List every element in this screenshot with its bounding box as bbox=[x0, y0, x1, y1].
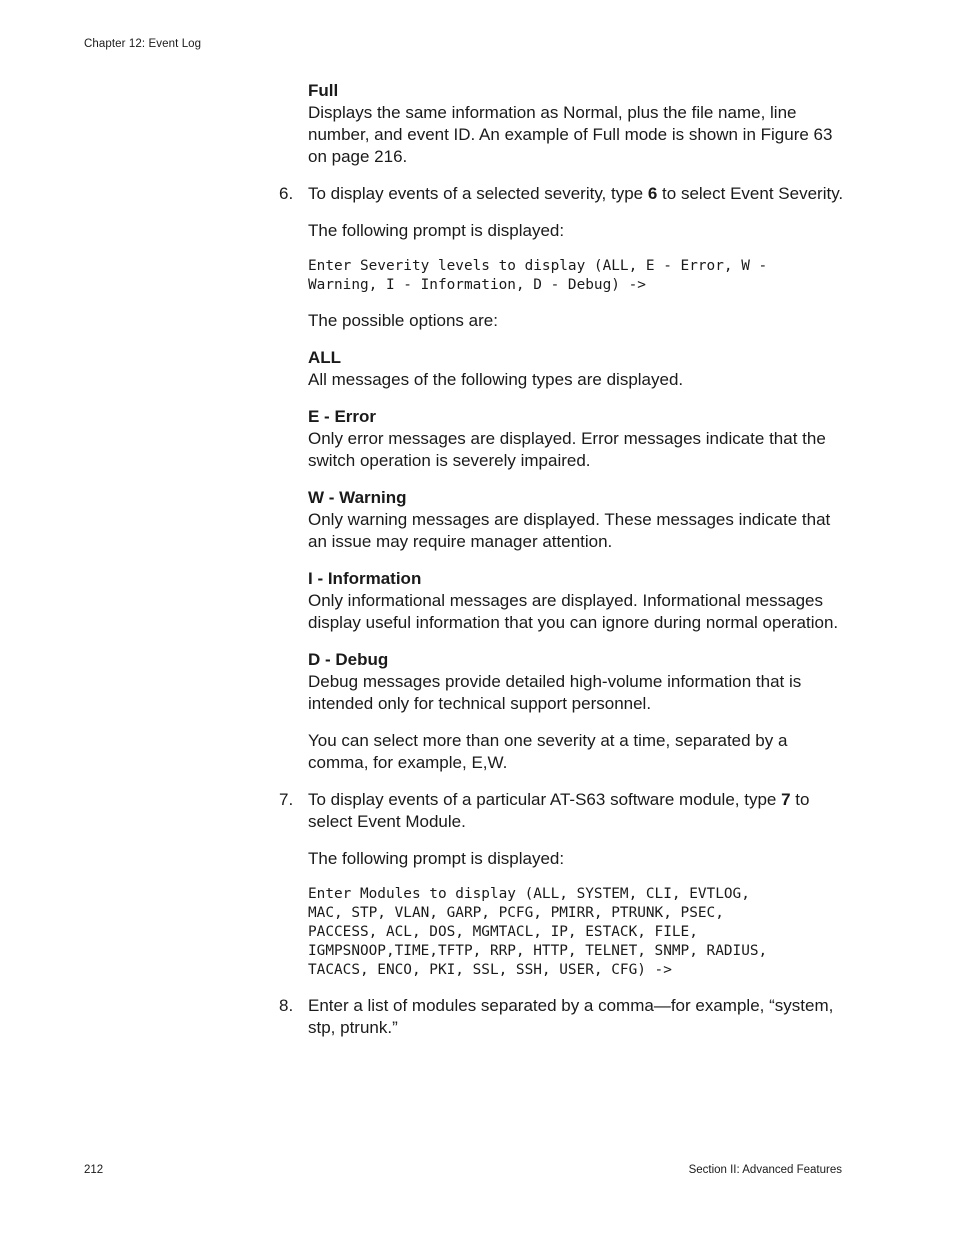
option-term: E - Error bbox=[308, 407, 377, 426]
step-6-note: You can select more than one severity at a time, separated by a comma, for example, E,W. bbox=[308, 731, 788, 772]
step-8 bbox=[279, 995, 848, 1039]
running-header: Chapter 12: Event Log bbox=[84, 38, 202, 50]
option-all bbox=[308, 347, 848, 391]
step-7 bbox=[279, 789, 848, 833]
step-6-text: To display events of a selected severity, type 6 to select Event Severity. bbox=[308, 184, 844, 203]
step-6-options-intro: The possible options are: bbox=[308, 311, 498, 330]
severity-prompt-code: Enter Severity levels to display (ALL, E - Error, W - Warning, I - Information, D - Debug) -> bbox=[308, 258, 768, 293]
term-full: Full bbox=[308, 81, 339, 100]
modules-prompt-code: Enter Modules to display (ALL, SYSTEM, CLI, EVTLOG, MAC, STP, VLAN, GARP, PCFG, PMIRR, PTRUNK, PSEC, PACCESS, ACL, DOS, MGMTACL, IP, ESTACK, FILE, IGMPSNOOP,TIME,TFTP, RRP, HTTP, TELNET, SNMP, RADIUS, TACACS, ENCO, PKI, SSL, SSH, USER, CFG) -> bbox=[308, 886, 768, 978]
option-term: I - Information bbox=[308, 569, 422, 588]
step-7-prompt-intro: The following prompt is displayed: bbox=[308, 849, 565, 868]
step-8-number: 8. bbox=[279, 996, 294, 1015]
option-warning bbox=[308, 487, 848, 553]
option-debug bbox=[308, 649, 848, 715]
section-footer: Section II: Advanced Features bbox=[688, 1164, 842, 1176]
option-term: W - Warning bbox=[308, 488, 407, 507]
option-error bbox=[308, 406, 848, 472]
option-description: All messages of the following types are displayed. bbox=[308, 370, 684, 389]
option-description: Only error messages are displayed. Error messages indicate that the switch operation is severely impaired. bbox=[308, 429, 826, 470]
option-term: ALL bbox=[308, 348, 342, 367]
term-full-description: Displays the same information as Normal, plus the file name, line number, and event ID. An example of Full mode is shown in Figure 63 on page 216. bbox=[308, 103, 833, 166]
option-description: Debug messages provide detailed high-volume information that is intended only for technical support personnel. bbox=[308, 672, 802, 713]
step-7-number: 7. bbox=[279, 790, 294, 809]
step-7-text: To display events of a particular AT-S63 software module, type 7 to select Event Module. bbox=[308, 790, 810, 831]
step-6-number: 6. bbox=[279, 184, 294, 203]
page-content bbox=[279, 80, 848, 1039]
step-7-key: 7 bbox=[781, 790, 791, 809]
step-8-text: Enter a list of modules separated by a comma—for example, “system, stp, ptrunk.” bbox=[308, 996, 834, 1037]
step-6-key: 6 bbox=[647, 184, 658, 203]
step-6 bbox=[279, 183, 848, 205]
option-term: D - Debug bbox=[308, 650, 389, 669]
option-information bbox=[308, 568, 848, 634]
step-6-prompt-intro: The following prompt is displayed: bbox=[308, 221, 565, 240]
option-description: Only warning messages are displayed. These messages indicate that an issue may require manager attention. bbox=[308, 510, 831, 551]
full-mode-entry bbox=[308, 80, 848, 168]
option-description: Only informational messages are displayed. Informational messages display useful information that you can ignore during normal operation. bbox=[308, 591, 839, 632]
page-number: 212 bbox=[84, 1164, 104, 1176]
